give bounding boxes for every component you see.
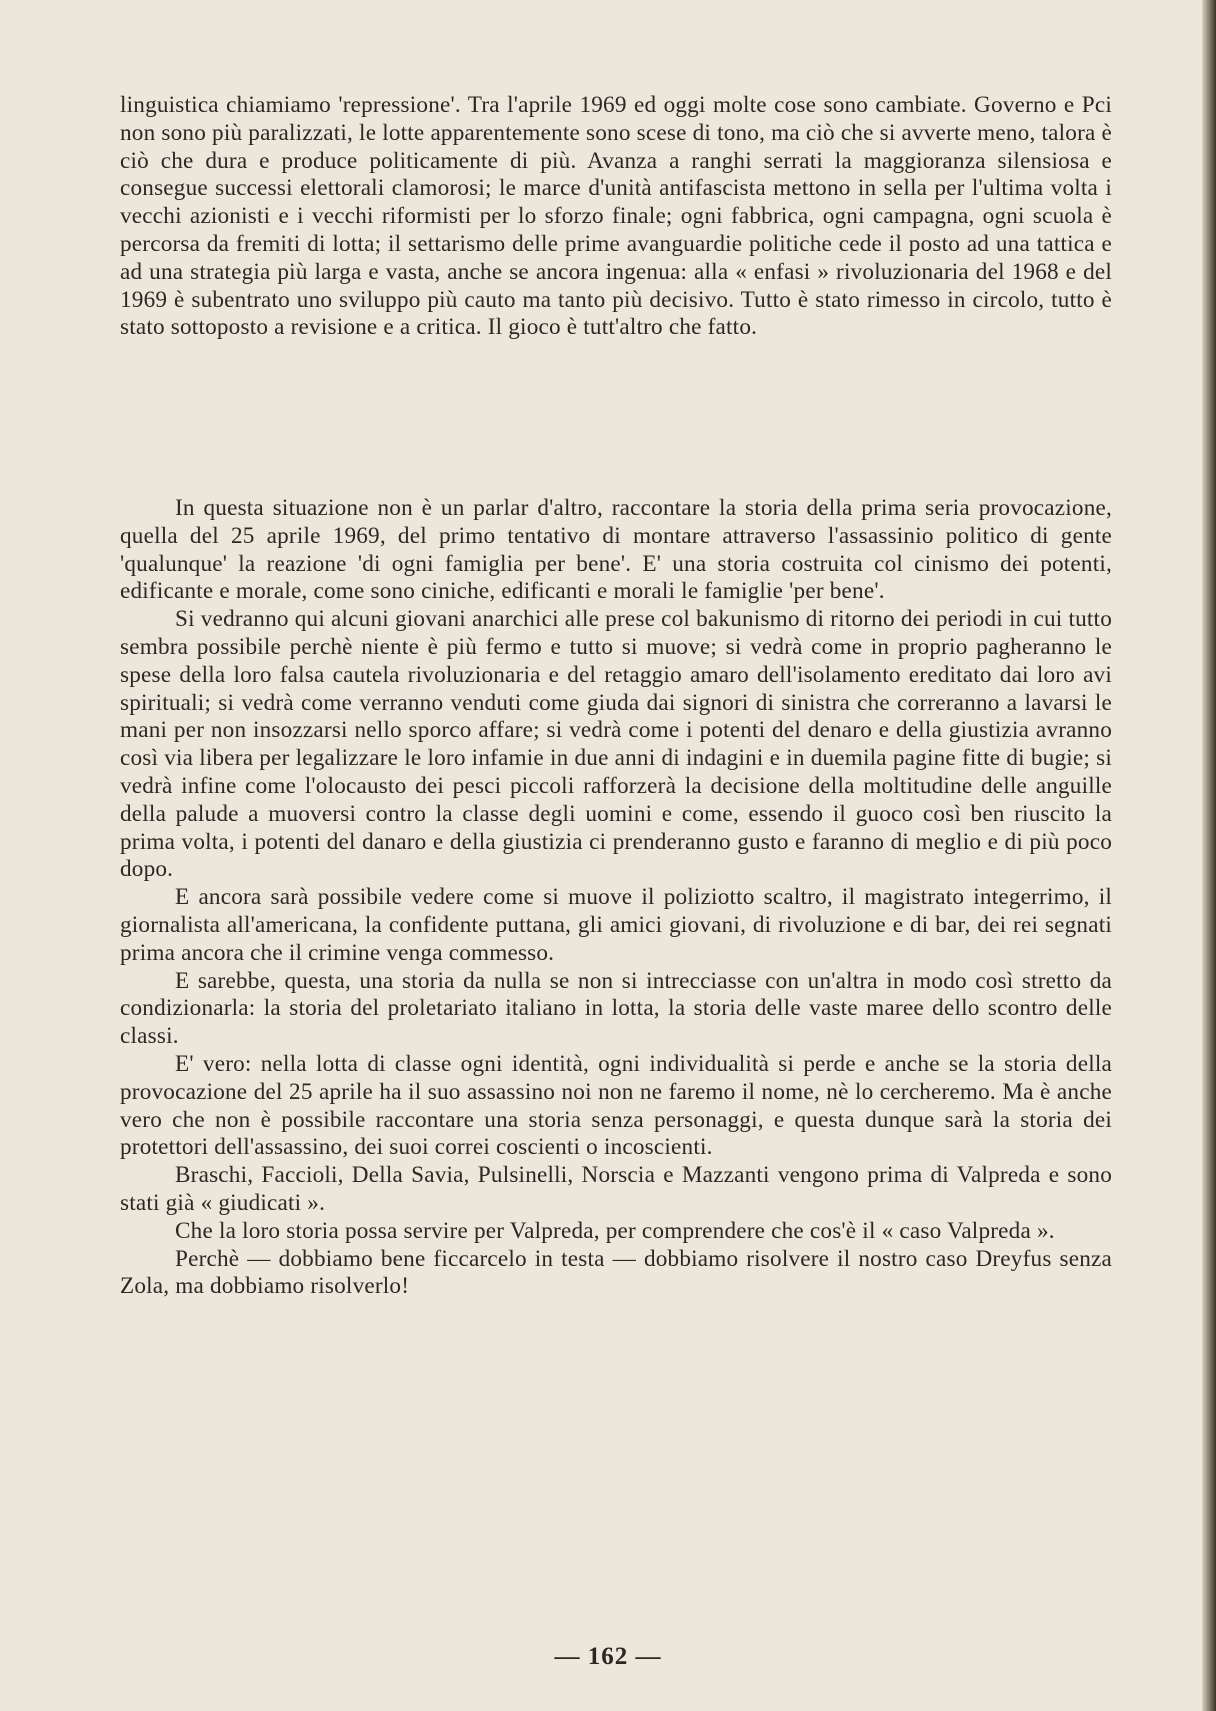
paragraph: In questa situazione non è un parlar d'altro, raccontare la storia della prima seria provocazione, quella del 25 aprile 1969, del primo tentativo di montare attraverso l'assassinio politico di gente 'qualunque' la reazione 'di ogni famiglia per bene'. E' una storia costruita col cinismo dei potenti, edificante e morale, come sono ciniche, edificanti e morali le famiglie 'per bene'. (120, 495, 1112, 605)
top-text-block (120, 92, 1112, 342)
paragraph: Che la loro storia possa servire per Valpreda, per comprendere che cos'è il « caso Valpreda ». (175, 1217, 1055, 1244)
main-text-block (120, 495, 1112, 1301)
paragraph: E sarebbe, questa, una storia da nulla se non si intrecciasse con un'altra in modo così stretto da condizionarla: la storia del proletariato italiano in lotta, la storia delle vaste maree dello scontro delle classi. (120, 967, 1112, 1050)
paragraph: E' vero: nella lotta di classe ogni identità, ogni individualità si perde e anche se la storia della provocazione del 25 aprile ha il suo assassino noi non ne faremo il nome, nè lo cercheremo. Ma è anche vero che non è possibile raccontare una storia senza personaggi, e questa dunque sarà la storia dei protettori dell'assassino, dei suoi correi coscienti o incoscienti. (120, 1050, 1112, 1161)
paragraph: linguistica chiamiamo 'repressione'. Tra l'aprile 1969 ed oggi molte cose sono cambiate. Governo e Pci non sono più paralizzati, le lotte apparentemente sono scese di tono, ma ciò che si avverte meno, talora è ciò che dura e produce politicamente di più. Avanza a ranghi serrati la maggioranza silensiosa e consegue successi elettorali clamorosi; le marce d'unità antifascista mettono in sella per l'ultima volta i vecchi azionisti e i vecchi riformisti per lo sforzo finale; ogni fabbrica, ogni campagna, ogni scuola è percorsa da fremiti di lotta; il settarismo delle prime avanguardie politiche cede il posto ad una tattica e ad una strategia più larga e vasta, anche se ancora ingenua: alla « enfasi » rivoluzionaria del 1968 e del 1969 è subentrato uno sviluppo più cauto ma tanto più decisivo. Tutto è stato rimesso in circolo, tutto è stato sottoposto a revisione e a critica. Il gioco è tutt'altro che fatto. (120, 92, 1112, 341)
page-number: — 162 — (554, 1643, 662, 1670)
paragraph: Si vedranno qui alcuni giovani anarchici alle prese col bakunismo di ritorno dei periodi in cui tutto sembra possibile perchè niente è più fermo e tutto si muove; si vedrà come in proprio pagheranno le spese della loro falsa cautela rivoluzionaria e del retaggio amaro dell'isolamento ereditato dai loro avi spirituali; si vedrà come verranno venduti come giuda dai signori di sinistra che correranno a lavarsi le mani per non insozzarsi nello sporco affare; si vedrà come i potenti del denaro e della giustizia avranno così via libera per legalizzare le loro infamie in due anni di indagini e in duemila pagine fitte di bugie; si vedrà infine come l'olocausto dei pesci piccoli rafforzerà la decisione della moltitudine delle anguille della palude a muoversi contro la classe degli uomini e come, essendo il guoco così ben riuscito la prima volta, i potenti del danaro e della giustizia ci prenderanno gusto e faranno di meglio e di più poco dopo. (120, 606, 1112, 883)
page-edge (1202, 0, 1216, 1711)
paragraph: Perchè — dobbiamo bene ficcarcelo in testa — dobbiamo risolvere il nostro caso Dreyfus senza Zola, ma dobbiamo risolverlo! (120, 1245, 1112, 1300)
paragraph: Braschi, Faccioli, Della Savia, Pulsinelli, Norscia e Mazzanti vengono prima di Valpreda e sono stati già « giudicati ». (120, 1162, 1112, 1216)
paragraph: E ancora sarà possibile vedere come si muove il poliziotto scaltro, il magistrato integerrimo, il giornalista all'americana, la confidente puttana, gli amici giovani, di rivoluzione e di bar, dei rei segnati prima ancora che il crimine venga commesso. (120, 884, 1112, 966)
